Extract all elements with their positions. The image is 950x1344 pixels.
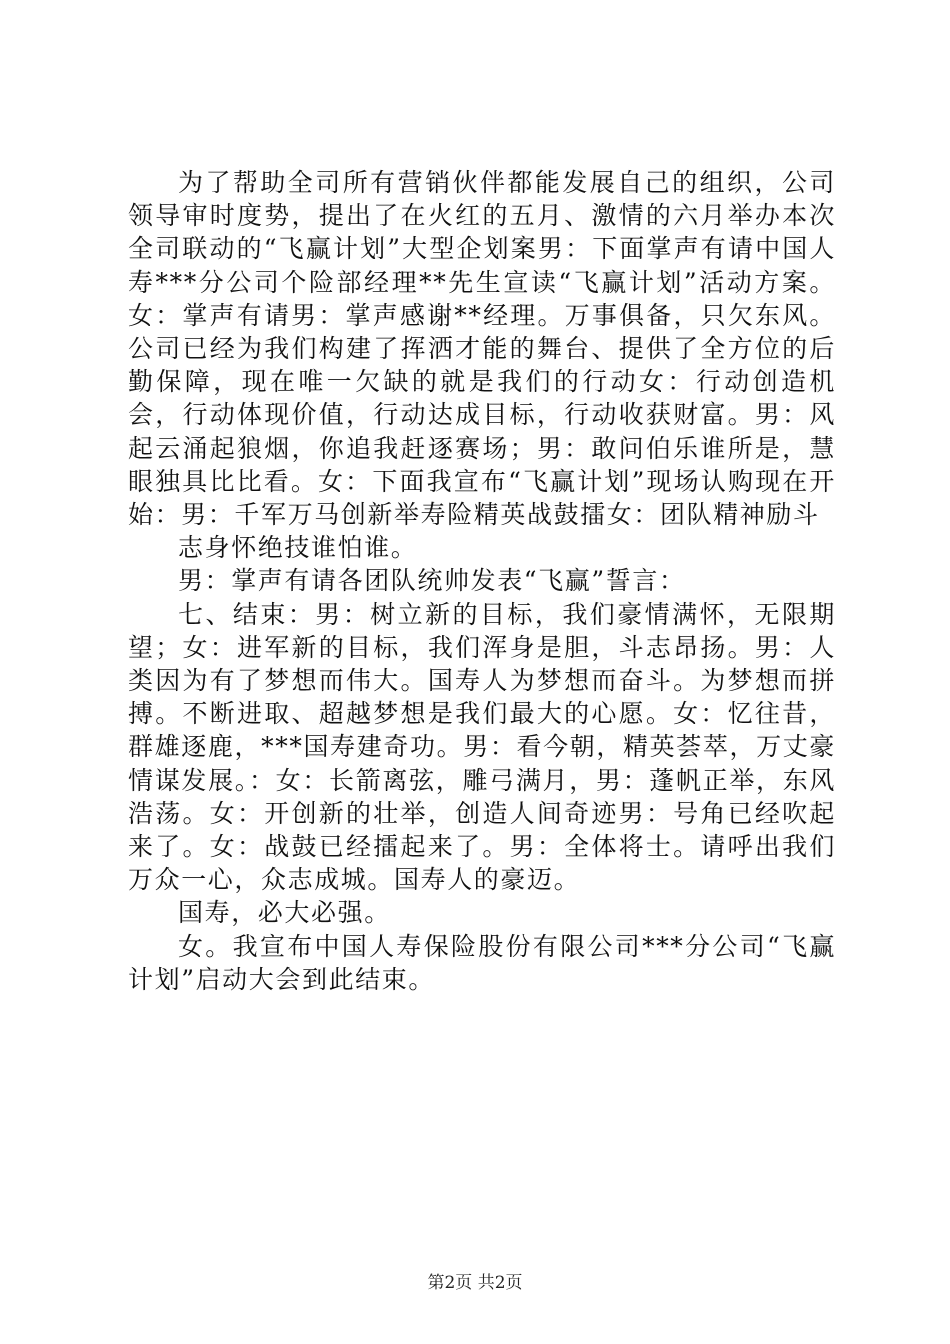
paragraph-1: 为了帮助全司所有营销伙伴都能发展自己的组织，公司领导审时度势，提出了在火红的五月、激情的六月举办本次全司联动的“飞赢计划”大型企划案男：下面掌声有请中国人寿***分公司个险部经理**先生宣读“飞赢计划”活动方案。女：掌声有请男：掌声感谢**经理。万事俱备，只欠东风。公司已经为我们构建了挥洒才能的舞台、提供了全方位的后勤保障，现在唯一欠缺的就是我们的行动女：行动创造机会，行动体现价值，行动达成目标，行动收获财富。男：风起云涌起狼烟，你追我赶逐赛场；男：敢问伯乐谁所是，慧眼独具比比看。女：下面我宣布“飞赢计划”现场认购现在开始：男：千军万马创新举寿险精英战鼓擂女：团队精神励斗	[128, 168, 836, 530]
document-body	[128, 166, 836, 996]
paragraph-3: 男：掌声有请各团队统帅发表“飞赢”誓言：	[178, 566, 686, 596]
paragraph-2: 志身怀绝技谁怕谁。	[178, 533, 418, 563]
paragraph-6: 女。我宣布中国人寿保险股份有限公司***分公司“飞赢计划”启动大会到此结束。	[128, 931, 836, 994]
page-number-label: 第2页 共2页	[427, 1273, 523, 1293]
paragraph-5: 国寿，必大必强。	[178, 898, 391, 928]
paragraph-4: 七、结束：男：树立新的目标，我们豪情满怀，无限期望；女：进军新的目标，我们浑身是胆，斗志昂扬。男：人类因为有了梦想而伟大。国寿人为梦想而奋斗。为梦想而拼搏。不断进取、超越梦想是我们最大的心愿。女：忆往昔，群雄逐鹿，***国寿建奇功。男：看今朝，精英荟萃，万丈豪情谋发展。：女：长箭离弦，雕弓满月，男：蓬帆正举，东风浩荡。女：开创新的壮举，创造人间奇迹男：号角已经吹起来了。女：战鼓已经擂起来了。男：全体将士。请呼出我们万众一心，众志成城。国寿人的豪迈。	[128, 599, 836, 895]
page-footer	[0, 1272, 950, 1294]
